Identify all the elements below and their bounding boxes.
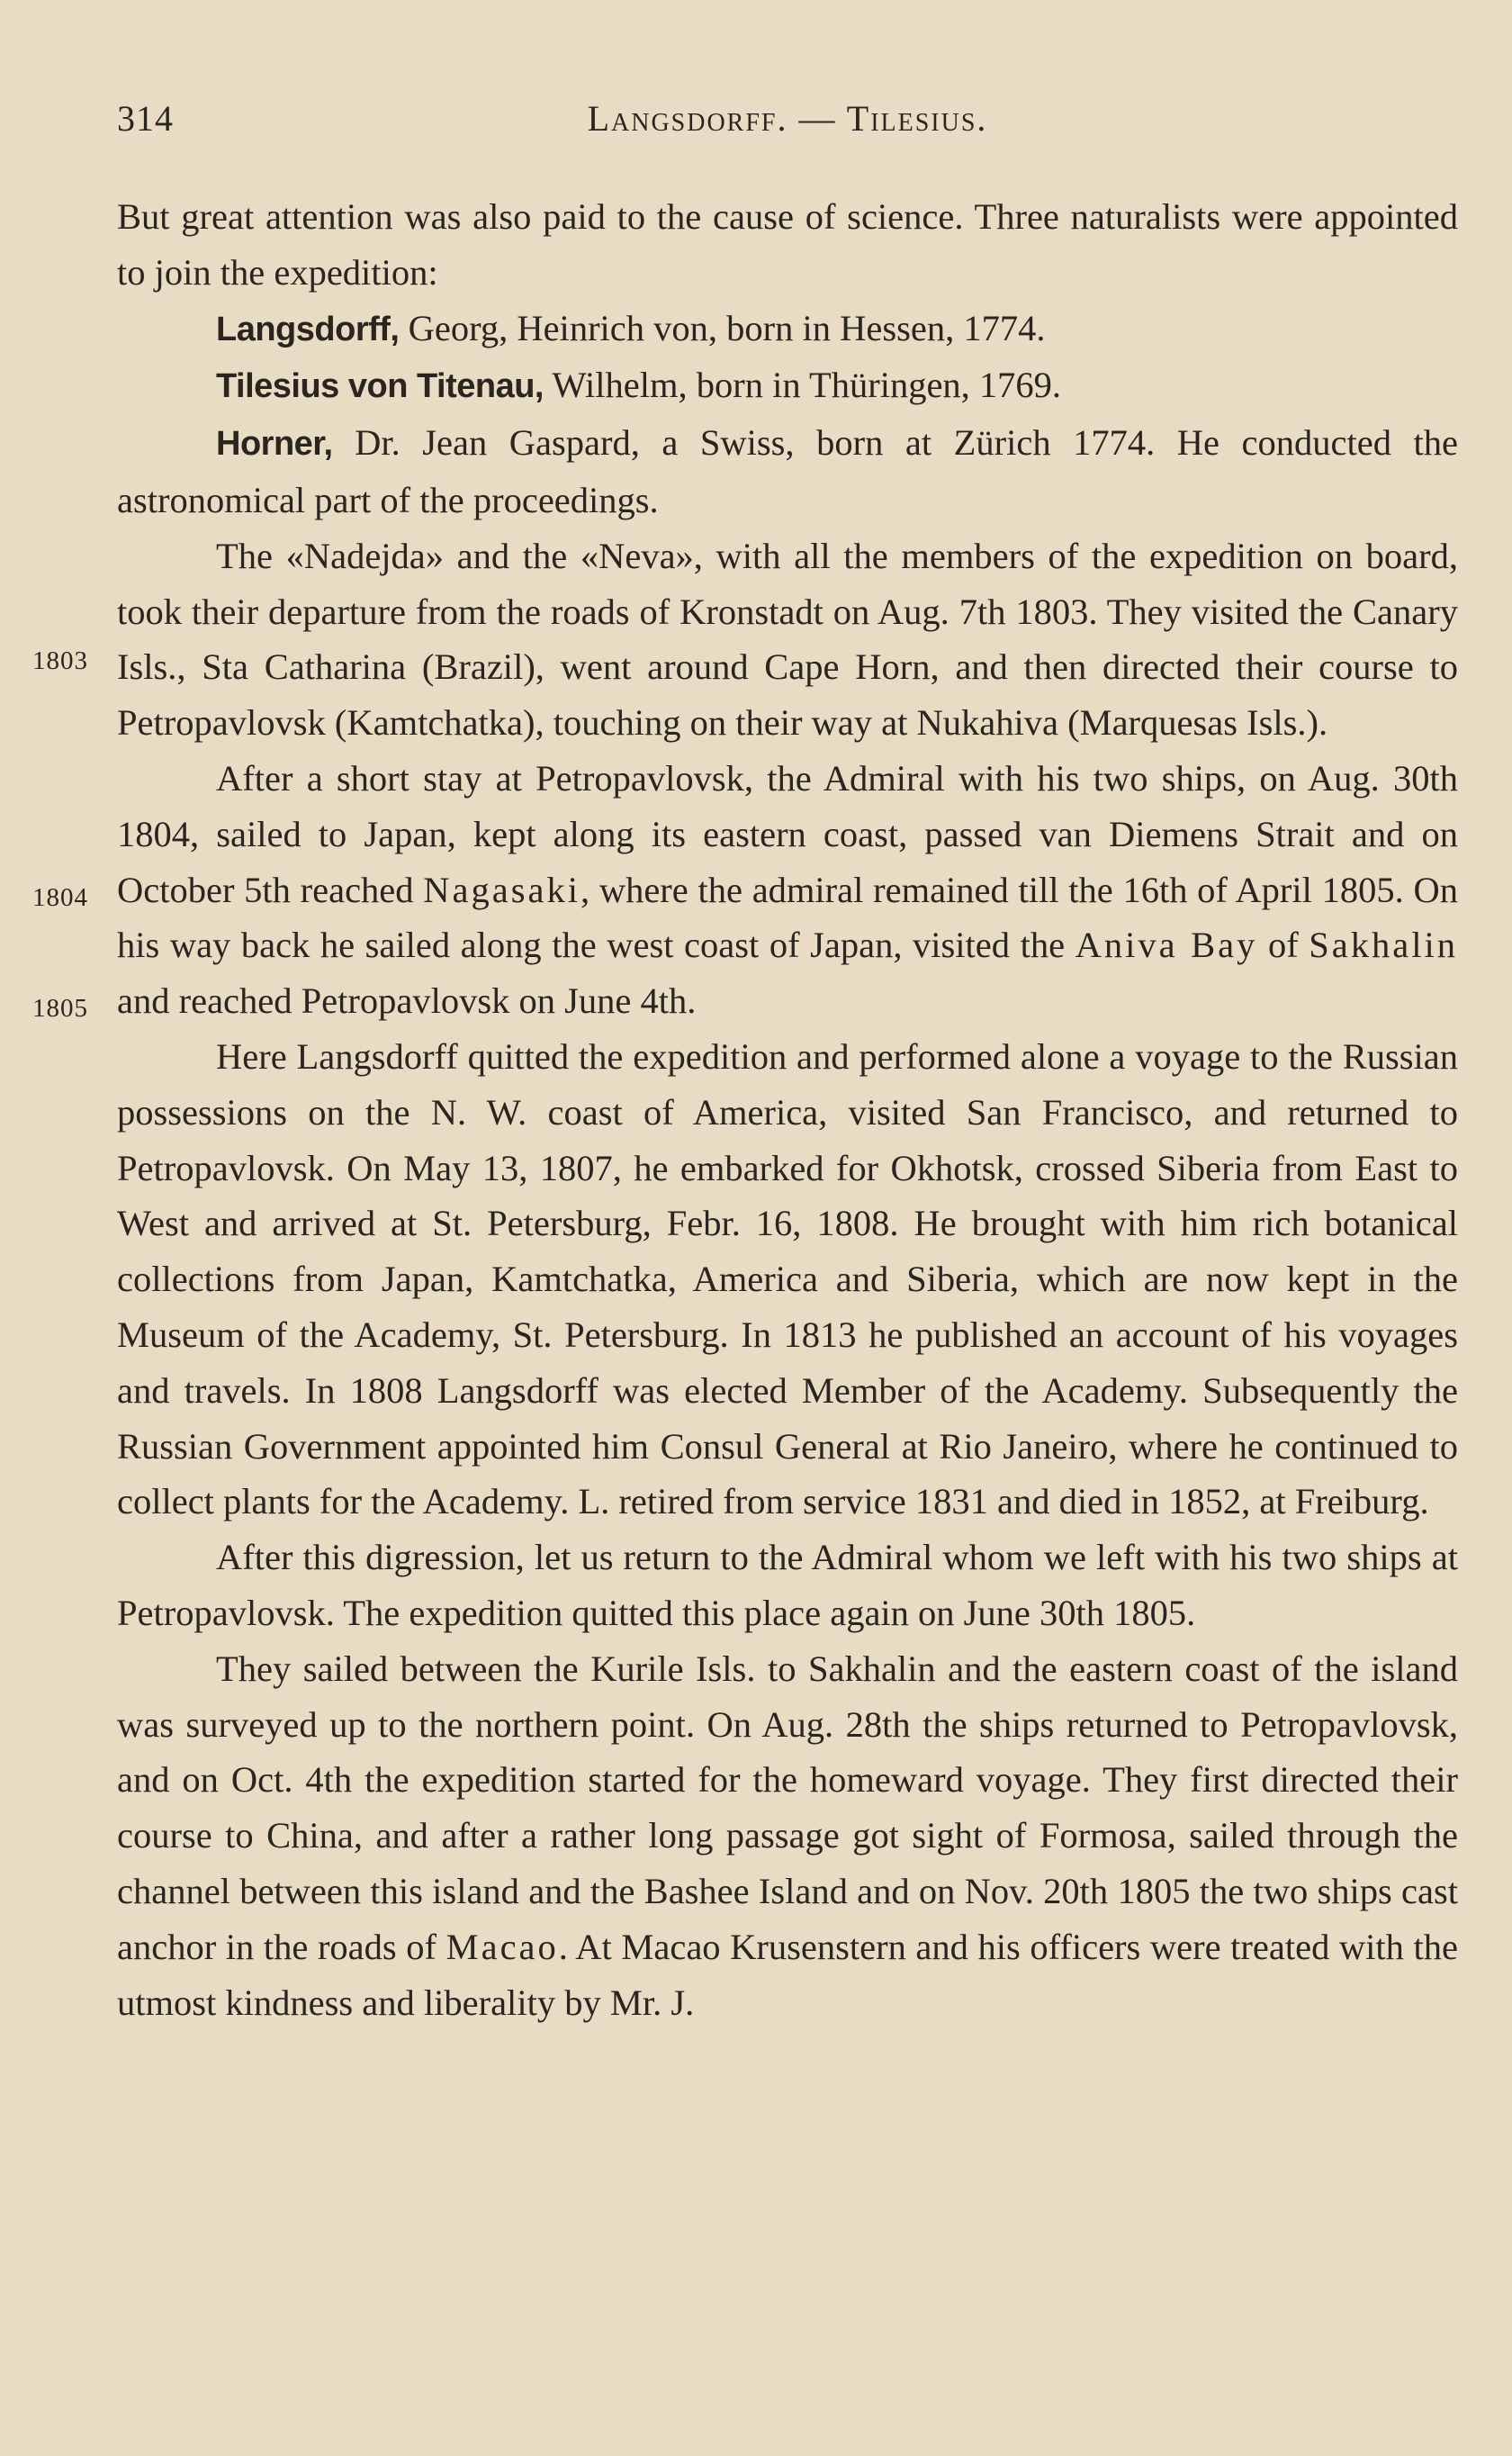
text-run: . At Macao Krusenstern and his officers were treated with the utmost kindness and liberality by Mr. J. <box>117 1926 1458 2023</box>
paragraph-langsdorff-biography: Here Langsdorff quitted the expedition and performed alone a voyage to the Russian possessions on the N. W. coast of America, visited San Francisco, and returned to Petropavlovsk. On May 13, 1807, he embarked for Okhotsk, crossed Siberia from East to West and arrived at St. Petersburg, Febr. 16, 1808. He brought with him rich botanical collections from Japan, Kamtchatka, America and Siberia, which are now kept in the Museum of the Academy, St. Petersburg. In 1813 he published an account of his voyages and travels. In 1808 Langsdorff was elected Member of the Academy. Subsequently the Russian Government appointed him Consul General at Rio Janeiro, where he continued to collect plants for the Academy. L. retired from service 1831 and died in 1852, at Freiburg. <box>117 1035 1458 1522</box>
naturalist-name: Tilesius von Titenau, <box>216 367 544 406</box>
page-header <box>117 97 1458 151</box>
paragraph-homeward-voyage <box>117 1641 1458 2031</box>
text-run: of <box>1257 925 1310 966</box>
text-run: After a short stay at Petropavlovsk, the Admiral with his two ships, on Aug. 30th 1804, sailed to Japan, kept along its eastern coast, passed van Diemens Strait and on October 5th reached <box>117 757 1458 910</box>
margin-year-1805: 1805 <box>32 994 88 1023</box>
naturalist-details: Dr. Jean Gaspard, a Swiss, born at Zürich 1774. He conducted the astronomical part of the proceedings. <box>117 422 1458 520</box>
margin-year-1803: 1803 <box>32 646 88 675</box>
margin-year-1804: 1804 <box>32 883 88 912</box>
text-run: and reached Petropavlovsk on June 4th. <box>117 980 697 1022</box>
naturalist-name: Langsdorff, <box>216 310 400 348</box>
body-text <box>117 189 1458 2030</box>
naturalist-entry-tilesius <box>117 357 1458 415</box>
paragraph-naturalists-intro: But great attention was also paid to the cause of science. Three naturalists were appointed to join the expedition: <box>117 196 1458 293</box>
place-nagasaki: Nagasaki <box>423 869 580 910</box>
naturalist-entry-horner <box>117 415 1458 528</box>
naturalist-details: Georg, Heinrich von, born in Hessen, 1774. <box>399 307 1046 348</box>
text-run: , where the admiral remained till the 16th of April 1805. On his way back he sailed along the west coast of Japan, visited the <box>117 869 1458 966</box>
running-title: Langsdorff. — Tilesius. <box>587 98 988 139</box>
place-sakhalin: Sakhalin <box>1309 925 1458 966</box>
naturalist-entry-langsdorff <box>117 301 1458 358</box>
naturalist-name: Horner, <box>216 425 333 464</box>
paragraph-japan-voyage <box>117 751 1458 1029</box>
paragraph-departure: The «Nadejda» and the «Neva», with all the members of the expedition on board, took their departure from the roads of Kronstadt on Aug. 7th 1803. They visited the Canary Isls., Sta Catharina (Brazil), went around Cape Horn, and then directed their course to Petropavlovsk (Kamtchatka), touching on their way at Nukahiva (Marquesas Isls.). <box>117 535 1458 744</box>
place-macao: Macao <box>446 1926 559 1967</box>
page-number: 314 <box>117 98 174 139</box>
naturalist-details: Wilhelm, born in Thüringen, 1769. <box>543 365 1062 406</box>
text-run: They sailed between the Kurile Isls. to Sakhalin and the eastern coast of the island was surveyed up to the northern point. On Aug. 28th the ships returned to Petropavlovsk, and on Oct. 4th the expedition started for the homeward voyage. They first directed their course to China, and after a rather long passage got sight of Formosa, sailed through the channel between this island and the Bashee Island and on Nov. 20th 1805 the two ships cast anchor in the roads of <box>117 1648 1458 1967</box>
paragraph-digression: After this digression, let us return to the Admiral whom we left with his two ships at Petropavlovsk. The expedition quitted this place again on June 30th 1805. <box>117 1537 1458 1633</box>
place-aniva-bay: Aniva Bay <box>1075 925 1258 966</box>
